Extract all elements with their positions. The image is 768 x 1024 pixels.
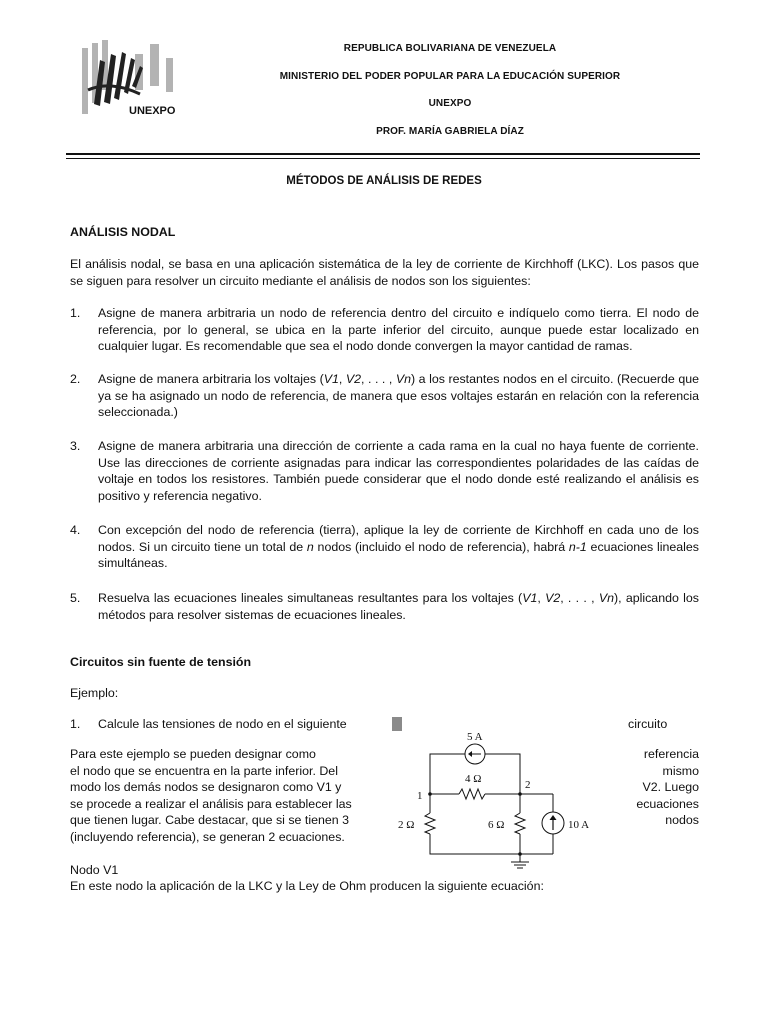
section-heading: ANÁLISIS NODAL (70, 225, 176, 239)
list-item (70, 590, 699, 623)
document-title: MÉTODOS DE ANÁLISIS DE REDES (286, 175, 482, 187)
list-number: 2. (70, 372, 81, 386)
list-text: Resuelva las ecuaciones lineales simultaneas resultantes para los voltajes (V1, V2, . . . , Vn), aplicando los métodos para resolver sistemas de ecuaciones lineales. (98, 591, 699, 622)
list-text: Asigne de manera arbitraria una dirección de corriente a cada rama en la cual no haya fuente de corriente. Use las direcciones de corriente asignadas para indicar las correspondientes polaridades de las caídas de voltaje en todos los resistores. También puede considerar que el nodo donde esté realizando el análisis es positivo y referencia negativo. (98, 439, 699, 503)
label-5a: 5 A (467, 731, 483, 743)
subsection-heading: Circuitos sin fuente de tensión (70, 655, 252, 669)
node-heading: Nodo V1 (70, 863, 119, 877)
example-text-tail: circuito (628, 717, 668, 731)
example-number: 1. (70, 717, 81, 731)
wrap-line-right: nodos (665, 813, 699, 827)
list-text: Asigne de manera arbitraria un nodo de referencia dentro del circuito e indíquelo como tierra. El nodo de referencia, por lo general, se ubica en la parte inferior del circuito, aunque puede estar localizado en cualquier lugar. Es recomendable que sea el nodo donde convergen la mayor cantidad de ramas. (98, 306, 699, 353)
list-item (70, 371, 699, 421)
header-line-university: UNEXPO (428, 98, 472, 109)
wrap-line-left: modo los demás nodos se designaron como V1 y (70, 780, 342, 794)
list-number: 1. (70, 306, 81, 320)
header-line-country: REPUBLICA BOLIVARIANA DE VENEZUELA (343, 43, 557, 54)
logo-text: UNEXPO (129, 105, 176, 117)
label-10a: 10 A (568, 819, 590, 831)
wrap-line-left: que tienen lugar. Cabe destacar, que si se tienen 3 (70, 813, 349, 827)
wrap-line-left: el nodo que se encuentra en la parte inferior. Del (70, 764, 338, 778)
list-text: Con excepción del nodo de referencia (tierra), aplique la ley de corriente de Kirchhoff en cada uno de los nodos. Si un circuito tiene un total de n nodos (incluido el nodo de referencia), habrá n-1 ecuaciones lineales simultáneas. (98, 523, 699, 570)
list-item (70, 522, 699, 572)
example-text: Calcule las tensiones de nodo en el siguiente (98, 717, 347, 731)
label-2ohm: 2 Ω (398, 819, 415, 831)
circuit-diagram (395, 728, 595, 876)
node-text: En este nodo la aplicación de la LKC y la Ley de Ohm producen la siguiente ecuación: (70, 879, 544, 893)
list-number: 5. (70, 591, 81, 605)
wrap-line-right: V2. Luego (642, 780, 699, 794)
wrap-line-left: se procede a realizar el análisis para establecer las (70, 797, 352, 811)
header-rule-thick (66, 153, 700, 155)
label-4ohm: 4 Ω (465, 773, 482, 785)
wrap-line-right: mismo (662, 764, 699, 778)
label-node-2: 2 (525, 779, 531, 791)
unexpo-logo (80, 40, 185, 120)
label-node-1: 1 (417, 790, 423, 802)
list-item (70, 305, 699, 355)
ground-icon (511, 862, 529, 868)
list-number: 4. (70, 523, 81, 537)
example-label: Ejemplo: (70, 686, 119, 700)
header-rule-thin (66, 158, 700, 159)
list-text: Asigne de manera arbitraria los voltajes (V1, V2, . . . , Vn) a los restantes nodos en el circuito. (Recuerde que ya se ha asignado un nodo de referencia, de manera que esos voltajes estarán en relación con la referencia seleccionada.) (98, 372, 699, 419)
list-number: 3. (70, 439, 81, 453)
intro-paragraph: El análisis nodal, se basa en una aplicación sistemática de la ley de corriente de Kirchhoff (LKC). Los pasos que se siguen para resolver un circuito mediante el análisis de nodos son los siguientes: (70, 257, 699, 288)
wrap-line-left: Para este ejemplo se pueden designar como (70, 747, 316, 761)
header-line-ministry: MINISTERIO DEL PODER POPULAR PARA LA EDUCACIÓN SUPERIOR (279, 71, 621, 82)
wrap-line-left: (incluyendo referencia), se generan 2 ecuaciones. (70, 830, 345, 844)
header-line-professor: PROF. MARÍA GABRIELA DÍAZ (376, 126, 524, 137)
label-6ohm: 6 Ω (488, 819, 505, 831)
wrap-line-right: referencia (643, 747, 699, 761)
list-item (70, 438, 699, 504)
wrap-line-right: ecuaciones (636, 797, 699, 811)
